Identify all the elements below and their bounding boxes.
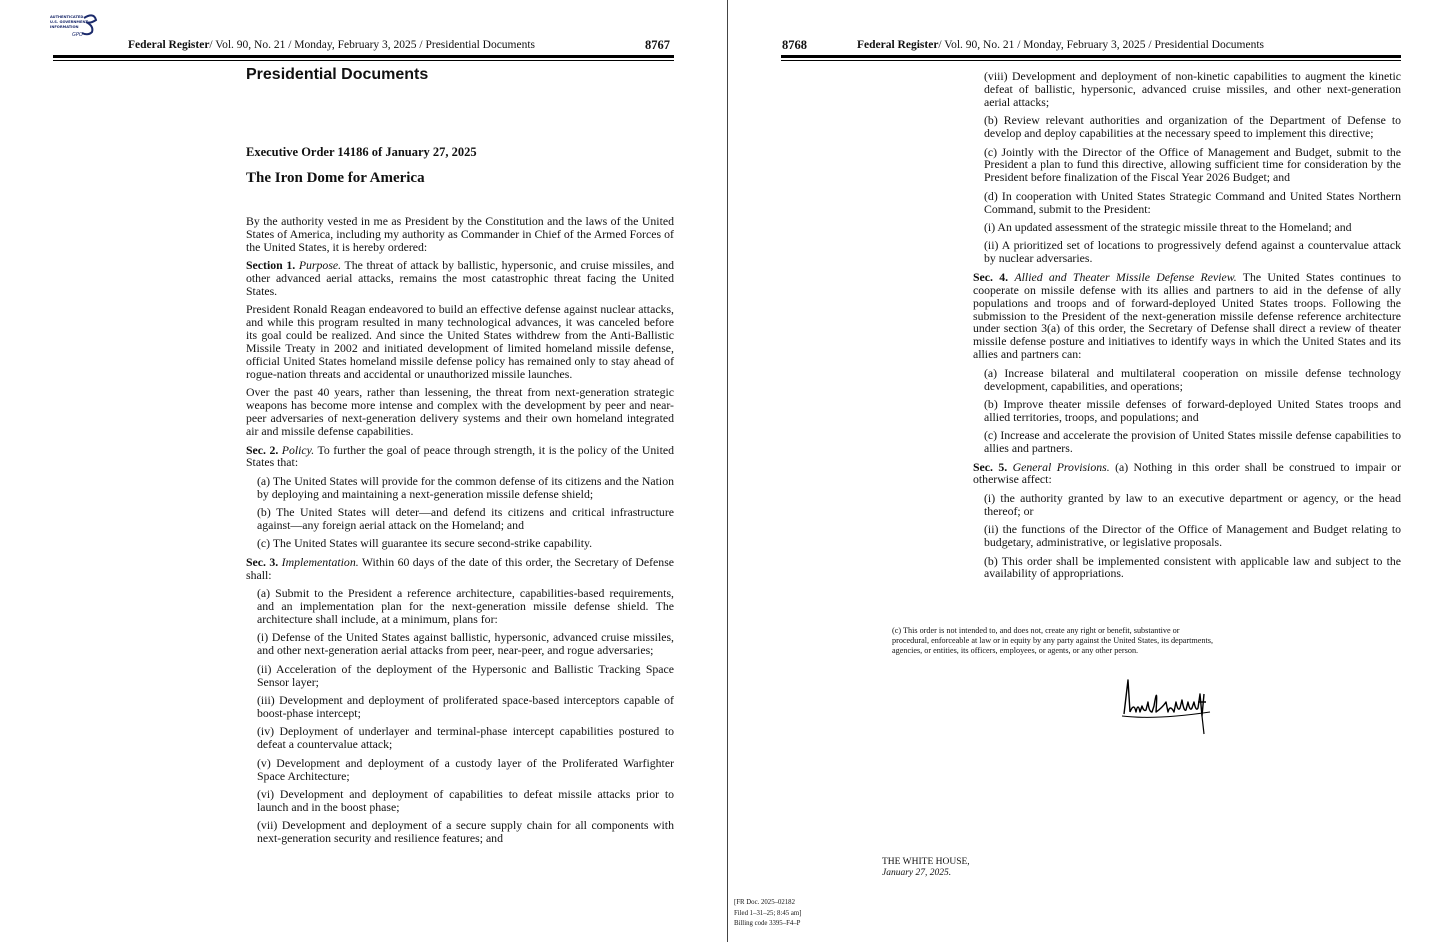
signature-block [882,857,970,879]
list-item: (viii) Development and deployment of non-kinetic capabilities to augment the kinetic defeat of ballistic, hypersonic, advanced cruise missiles, and other next-generation aerial attacks; [984,69,1401,109]
list-item: (iii) Development and deployment of proliferated space-based interceptors capable of boost-phase intercept; [257,693,674,720]
list-item: (b) Review relevant authorities and organization of the Department of Defense to develop and deploy capabilities at the necessary speed to implement this directive; [984,113,1401,141]
preamble-paragraph: By the authority vested in me as President by the Constitution and the laws of the United States of America, including my authority as Commander in Chief of the Armed Forces of the United States, it is hereby ordered: [246,214,674,254]
white-house-line: THE WHITE HOUSE, [882,857,970,867]
list-item: (a) Submit to the President a reference architecture, capabilities-based requirements, and an implementation plan for the next-generation missile defense shield. The architecture shall include, at a minimum, plans for: [257,586,674,626]
signing-date: January 27, 2025. [882,868,952,878]
svg-text:AUTHENTICATED: AUTHENTICATED [50,15,84,19]
list-item: (b) The United States will deter—and defend its citizens and critical infrastructure against—any foreign aerial attack on the Homeland; and [257,505,674,533]
list-item: (i) An updated assessment of the strategic missile threat to the Homeland; and [984,220,1352,235]
provision-c-note: (c) This order is not intended to, and does not, create any right or benefit, substantive or procedural, enforceable at law or in equity by any party against the United States, its departments, agencies, or entities, its officers, employees, or agents, or any other person. [892,626,1214,655]
issue-details: / Vol. 90, No. 21 / Monday, February 3, 2025 / Presidential Documents [938,39,1265,51]
executive-order-number: Executive Order 14186 of January 27, 2025 [246,145,477,159]
running-header [128,39,535,51]
page-number: 8767 [645,38,670,52]
list-item: (ii) A prioritized set of locations to progressively defend against a countervalue attack by nuclear adversaries. [984,238,1401,266]
svg-text:GPO: GPO [72,32,83,38]
section-heading: Presidential Documents [246,66,429,83]
body-paragraph: Over the past 40 years, rather than lessening, the threat from next-generation strategic weapons has become more intense and complex with the development by peer and near-peer adversaries of next-generation delivery systems and their own homeland integrated air and missile defense capabilities. [246,385,674,439]
header-rule-thin [53,60,674,61]
list-item: (vii) Development and deployment of a secure supply chain for all components with next-generation security and resilience features; and [257,818,674,846]
page-number: 8768 [782,38,807,52]
fr-doc-reference: [FR Doc. 2025–02182 Filed 1–31–25; 8:45 am] Billing code 3395–F4–P [734,899,802,927]
list-item: (c) Jointly with the Director of the Office of Management and Budget, submit to the President a plan to fund this directive, allowing sufficient time for consideration by the President before finalization of the Fiscal Year 2026 Budget; and [984,144,1401,185]
executive-order-title: The Iron Dome for America [246,170,425,186]
list-item: (ii) Acceleration of the deployment of the Hypersonic and Ballistic Tracking Space Sensor layer; [257,661,674,689]
presidential-signature [1116,672,1216,740]
section-1-paragraph: Section 1. Purpose. The threat of attack by ballistic, hypersonic, and cruise missiles, and other advanced aerial attacks, remains the most catastrophic threat facing the United States. [246,258,675,299]
list-item: (ii) the functions of the Director of the Office of Management and Budget relating to budgetary, administrative, or legislative proposals. [984,522,1401,550]
list-item: (a) The United States will provide for the common defense of its citizens and the Nation by deploying and maintaining a next-generation missile defense shield; [257,473,674,501]
list-item: (vi) Development and deployment of capabilities to defeat missile attacks prior to launch and in the boost phase; [257,786,674,814]
body-column-right [973,70,1401,586]
list-item: (b) This order shall be implemented consistent with applicable law and subject to the availability of appropriations. [984,553,1401,581]
list-item: (a) Increase bilateral and multilateral cooperation on missile defense technology development, capabilities, and operations; [984,365,1401,393]
right-page [728,0,1456,942]
publication-name: Federal Register [128,39,210,51]
running-header [857,39,1264,51]
list-item: (i) the authority granted by law to an executive department or agency, or the head thereof; or [984,490,1401,518]
list-item: (d) In cooperation with United States Strategic Command and United States Northern Command, submit to the President: [984,188,1401,216]
gpo-authenticated-logo [50,12,100,40]
issue-details: / Vol. 90, No. 21 / Monday, February 3, 2025 / Presidential Documents [209,39,536,51]
section-4-paragraph: Sec. 4. Allied and Theater Missile Defense Review. The United States continues to cooperate on missile defense with its allies and partners to aid in the defense of ally populations and troops and of forward-deployed United States troops. Following the submission to the President of the next-generation missile defense reference architecture under section 3(a) of this order, the Secretary of Defense shall direct a review of theater missile defense posture and initiatives to identify ways in which the United States and its allies and partners can: [973,269,1401,362]
body-paragraph: President Ronald Reagan endeavored to build an effective defense against nuclear attacks, and while this program resulted in many technological advances, it was canceled before its goal could be realized. And since the United States withdrew from the Anti-Ballistic Missile Treaty in 2002 and initiated development of limited homeland missile defense, official United States homeland missile defense policy has remained only to stay ahead of rogue-nation threats and accidental or unauthorized missile launches. [246,302,674,381]
list-item: (c) The United States will guarantee its secure second-strike capability. [257,536,593,551]
publication-name: Federal Register [857,39,939,51]
section-2-paragraph: Sec. 2. Policy. To further the goal of peace through strength, it is the policy of the United States that: [246,442,674,470]
section-5-paragraph: Sec. 5. General Provisions. (a) Nothing in this order shall be construed to impair or otherwise affect: [973,459,1401,487]
list-item: (c) Increase and accelerate the provision of United States missile defense capabilities to allies and partners. [984,428,1401,456]
svg-text:INFORMATION: INFORMATION [50,25,79,29]
list-item: (b) Improve theater missile defenses of forward-deployed United States troops and allied territories, troops, and populations; and [984,396,1401,424]
list-item: (v) Development and deployment of a custody layer of the Proliferated Warfighter Space Architecture; [257,755,674,783]
body-column-left [246,215,674,851]
list-item: (i) Defense of the United States against ballistic, hypersonic, advanced cruise missiles, and other next-generation aerial attacks from peer, near-peer, and rogue adversaries; [257,630,674,658]
header-rule-thick [781,55,1401,58]
section-3-paragraph: Sec. 3. Implementation. Within 60 days of the date of this order, the Secretary of Defense shall: [246,554,675,582]
header-rule-thin [781,60,1401,61]
svg-text:U.S. GOVERNMENT: U.S. GOVERNMENT [50,20,88,24]
left-page [0,0,727,942]
header-rule-thick [53,55,674,58]
list-item: (iv) Deployment of underlayer and terminal-phase intercept capabilities postured to defeat a countervalue attack; [257,724,674,752]
